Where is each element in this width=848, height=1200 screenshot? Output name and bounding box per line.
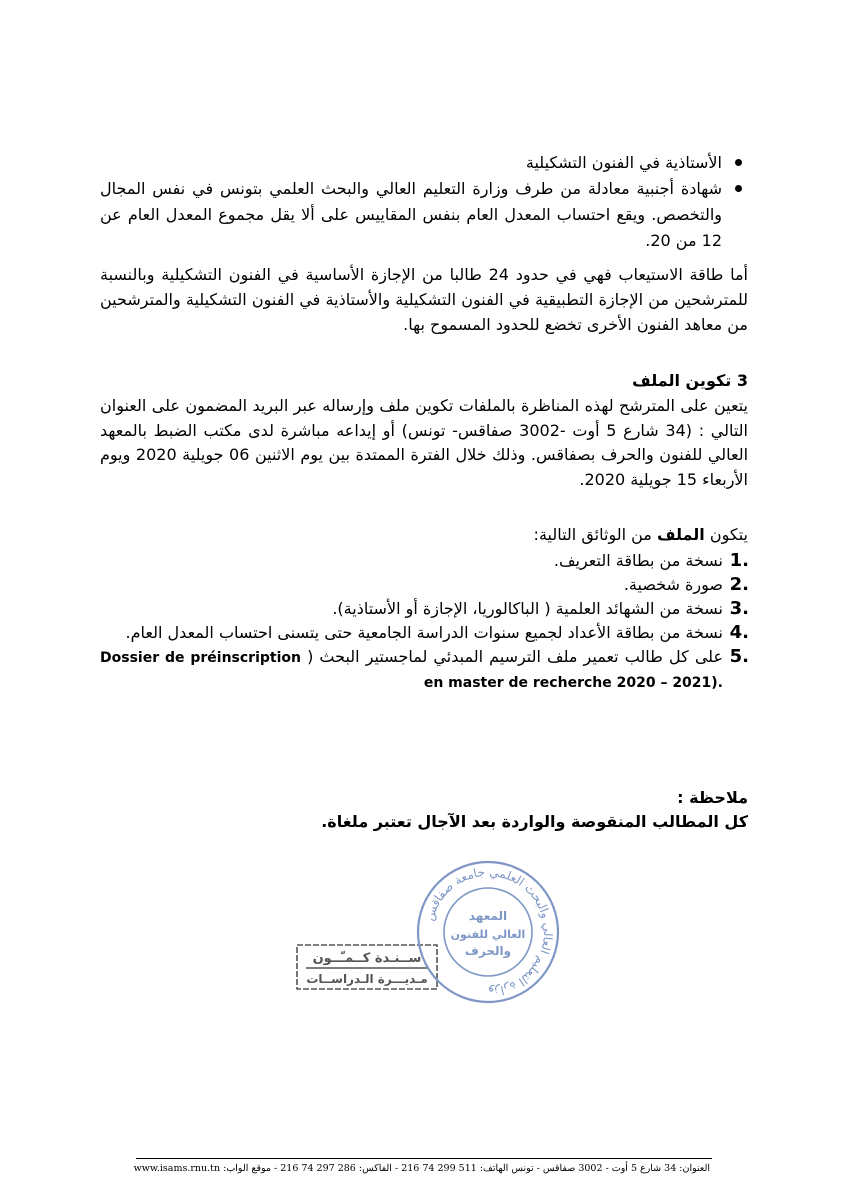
seal-center-line: المعهد bbox=[468, 909, 508, 923]
section-body: يتعين على المترشح لهذه المناظرة بالملفات تكوين ملف وإرساله عبر البريد المضمون على العنوان التالي : (34 شارع 5 أوت -3002 صفاقس- تونس) أو إيداعه مباشرة لدى مكتب الضبط بالمعهد العالي للفنون والحرف بصفاقس. وذلك خلال الفترة الممتدة بين يوم الاثنين 06 جويلية 2020 ويوم الأربعاء 15 جويلية 2020. bbox=[100, 396, 749, 489]
note-title: ملاحظة : bbox=[677, 788, 748, 807]
list-item: الأستاذية في الفنون التشكيلية bbox=[100, 150, 722, 176]
documents-list bbox=[100, 549, 748, 695]
bullet-icon bbox=[735, 185, 742, 192]
section-title: 3 تكوين الملف bbox=[632, 371, 748, 390]
bullet-icon bbox=[735, 159, 742, 166]
list-item: 2. صورة شخصية. bbox=[623, 574, 749, 595]
footer-divider bbox=[136, 1158, 712, 1159]
list-item: 1. نسخة من بطاقة التعريف. bbox=[553, 550, 749, 571]
list-item: 3. نسخة من الشهائد العلمية ( الباكالوريا، الإجازة أو الأستاذية). bbox=[332, 598, 749, 619]
note-body: كل المطالب المنقوصة والواردة بعد الآجال تعتبر ملغاة. bbox=[321, 812, 748, 831]
footer-contact: العنوان: 34 شارع 5 أوت - 3002 صفاقس - تونس الهاتف: 511 299 74 216 - الفاكس: 286 297 74 216 - موقع الواب: www.isams.rnu.tn bbox=[133, 1163, 710, 1174]
french-text: Dossier de préinscription en master de recherche 2020 – 2021). bbox=[100, 650, 723, 691]
stamp-name: ســنـدة كــمـّــون bbox=[312, 951, 422, 966]
capacity-paragraph: أما طاقة الاستيعاب فهي في حدود 24 طالبا من الإجازة الأساسية في الفنون التشكيلية وبالنسبة للمترشحين من الإجازة التطبيقية في الفنون التشكيلية والأستاذية في الفنون التشكيلية والمترشحين من معاهد الفنون الأخرى تخضع للحدود المسموح بها. bbox=[100, 265, 749, 334]
list-item: 4. نسخة من بطاقة الأعداد لجميع سنوات الدراسة الجامعية حتى يتسنى احتساب المعدل العام. bbox=[125, 622, 749, 643]
official-seal bbox=[414, 858, 562, 1006]
requirements-list bbox=[100, 150, 748, 254]
seal-center-line: العالي للفنون bbox=[450, 928, 526, 941]
list-item: 5. على كل طالب تعمير ملف الترسيم المبدئي لماجستير البحث ( Dossier de préinscription en master de recherche 2020 – 2021). bbox=[100, 646, 749, 691]
stamp-role: مـديـــرة الـدراســات bbox=[306, 972, 428, 986]
list-item: شهادة أجنبية معادلة من طرف وزارة التعليم العالي والبحث العلمي بتونس في نفس المجال والتخصص. ويقع احتساب المعدل العام بنفس المقاييس على ألا يقل مجموع المعدل العام عن 12 من 20. bbox=[100, 176, 722, 254]
documents-intro: يتكون الملف من الوثائق التالية: bbox=[533, 525, 748, 544]
seal-center-line: والحرف bbox=[464, 944, 512, 958]
seal-ring-text: وزارة التعليم العالي والبحث العلمي جامعة صفاقس bbox=[422, 864, 556, 1000]
